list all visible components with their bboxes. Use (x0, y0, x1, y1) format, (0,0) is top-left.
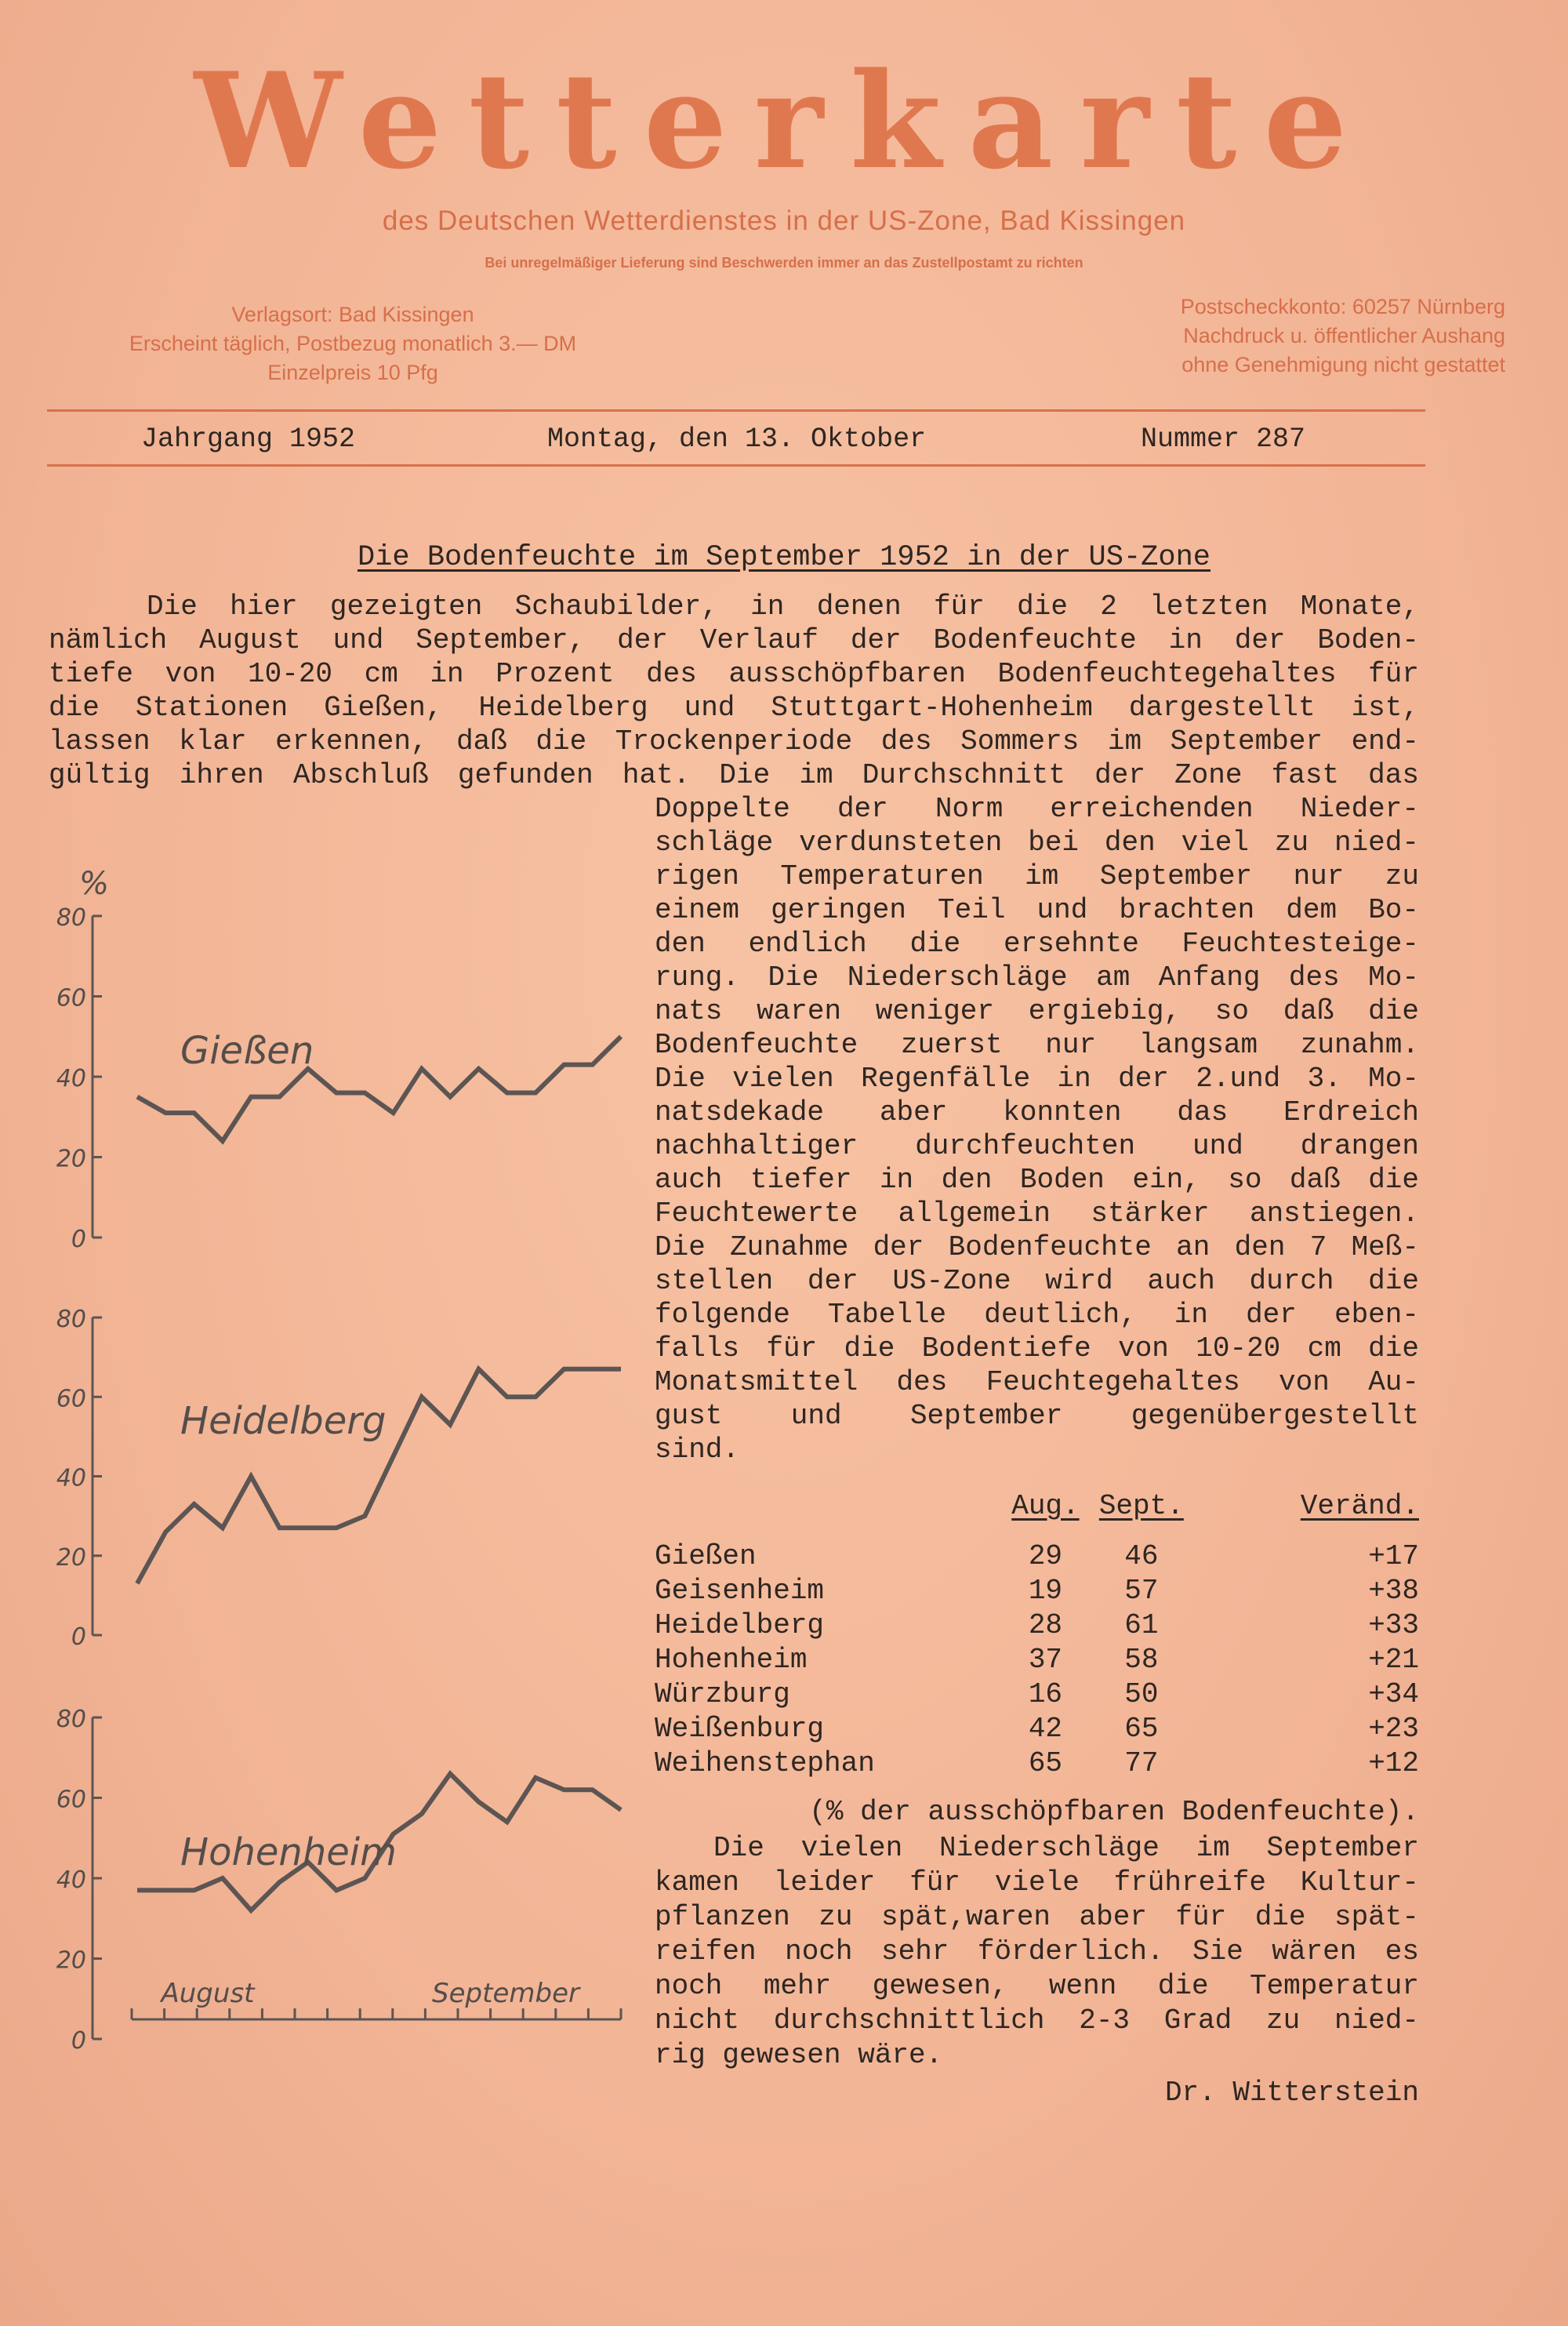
text-line: natsdekade aber konnten das Erdreich (655, 1096, 1419, 1128)
table-row (655, 1642, 1419, 1677)
text-line: nicht durchschnittlich 2-3 Grad zu nied- (655, 2004, 1419, 2037)
publisher-line: Erscheint täglich, Postbezug monatlich 3.— DM (129, 332, 577, 355)
column-header-change: Veränd. (1300, 1489, 1419, 1522)
text-line: noch mehr gewesen, wenn die Temperatur (655, 1970, 1419, 2002)
rights-info (1004, 293, 1505, 380)
text-line: den endlich die ersehnte Feuchtesteige- (655, 928, 1419, 960)
station-name: Weihenstephan (655, 1746, 875, 1779)
y-tick-label: 0 (71, 2027, 86, 2055)
y-tick-label: 40 (56, 1464, 86, 1492)
soil-moisture-charts (31, 847, 635, 2074)
text-line: Die Zunahme der Bodenfeuchte an den 7 Meß- (655, 1231, 1419, 1263)
change-value: +33 (1368, 1608, 1419, 1641)
aug-value: 65 (1028, 1746, 1063, 1779)
sept-value: 65 (1124, 1712, 1159, 1745)
text-line: rig gewesen wäre. (655, 2039, 943, 2071)
text-line: Bodenfeuchte zuerst nur langsam zunahm. (655, 1029, 1419, 1061)
panel-station-label: Heidelberg (180, 1399, 387, 1443)
text-line: nats waren weniger ergiebig, so daß die (655, 995, 1419, 1027)
table-header-row (655, 1488, 1419, 1523)
y-tick-label: 20 (56, 1543, 86, 1572)
y-tick-label: 20 (56, 1145, 86, 1173)
y-tick-label: 60 (56, 984, 86, 1012)
aug-value: 42 (1028, 1712, 1063, 1745)
article-heading: Die Bodenfeuchte im September 1952 in der US-Zone (358, 541, 1210, 574)
text-line: rigen Temperaturen im September nur zu (655, 860, 1419, 892)
text-line: nämlich August und September, der Verlauf der Bodenfeuchte in der Boden- (49, 624, 1419, 656)
x-axis-label: September (432, 1978, 579, 2009)
text-line: pflanzen zu spät,waren aber für die spät- (655, 1901, 1419, 1933)
text-line: falls für die Bodentiefe von 10-20 cm die (655, 1332, 1419, 1365)
column-header-aug: Aug. (1011, 1489, 1080, 1522)
text-line: stellen der US-Zone wird auch durch die (655, 1265, 1419, 1297)
rights-line: ohne Genehmigung nicht gestattet (1181, 353, 1505, 376)
table-row (655, 1539, 1419, 1573)
masthead-title: Wetterkarte (194, 43, 1374, 198)
issue-date: Montag, den 13. Oktober (547, 423, 927, 455)
aug-value: 16 (1028, 1677, 1063, 1710)
article-column (655, 792, 1419, 1466)
publisher-info (63, 300, 643, 387)
publisher-line: Verlagsort: Bad Kissingen (231, 303, 474, 326)
publisher-line: Einzelpreis 10 Pfg (267, 361, 438, 384)
author-signature: Dr. Witterstein (1164, 2077, 1419, 2109)
y-unit-label: % (78, 866, 110, 902)
panel-station-label: Gießen (180, 1029, 314, 1073)
article-closing (655, 1831, 1419, 2073)
change-value: +12 (1368, 1746, 1419, 1779)
aug-value: 29 (1028, 1539, 1063, 1572)
issue-number: Nummer 287 (1141, 423, 1306, 455)
table-row (655, 1608, 1419, 1642)
text-line: tiefe von 10-20 cm in Prozent des ausschöpfbaren Bodenfeuchtegehaltes für (49, 658, 1419, 690)
y-tick-label: 80 (56, 1306, 86, 1333)
x-axis-label: August (161, 1978, 255, 2009)
y-tick-label: 60 (56, 1385, 86, 1413)
change-value: +23 (1368, 1712, 1419, 1745)
change-value: +21 (1368, 1643, 1419, 1676)
text-line: Die vielen Niederschläge im September (713, 1832, 1419, 1864)
sept-value: 77 (1124, 1746, 1159, 1779)
masthead-subtitle: des Deutschen Wetterdienstes in der US-Zone, Bad Kissingen (382, 205, 1186, 236)
text-line: Die vielen Regenfälle in der 2.und 3. Mo- (655, 1063, 1419, 1095)
text-line: kamen leider für viele frühreife Kultur- (655, 1866, 1419, 1899)
table-row (655, 1711, 1419, 1746)
rights-line: Postscheckkonto: 60257 Nürnberg (1180, 295, 1505, 318)
station-name: Geisenheim (655, 1574, 825, 1607)
text-line: Monatsmittel des Feuchtegehaltes von Au- (655, 1366, 1419, 1398)
y-tick-label: 0 (71, 1623, 86, 1651)
header-rule-bottom (47, 464, 1425, 467)
delivery-notice: Bei unregelmäßiger Lieferung sind Beschwerden immer an das Zustellpostamt zu richten (485, 255, 1083, 271)
y-tick-label: 0 (71, 1226, 86, 1253)
aug-value: 37 (1028, 1643, 1063, 1676)
aug-value: 28 (1028, 1608, 1063, 1641)
rights-line: Nachdruck u. öffentlicher Aushang (1183, 324, 1505, 347)
table-row (655, 1573, 1419, 1608)
change-value: +34 (1368, 1677, 1419, 1710)
station-name: Würzburg (655, 1677, 790, 1710)
aug-value: 19 (1028, 1574, 1063, 1607)
y-tick-label: 40 (56, 1866, 86, 1894)
text-line: folgende Tabelle deutlich, in der eben- (655, 1299, 1419, 1331)
header-rule-top (47, 409, 1425, 412)
text-line: auch tiefer in den Boden ein, so daß die (655, 1164, 1419, 1196)
text-line: gust und September gegenübergestellt (655, 1400, 1419, 1432)
station-name: Hohenheim (655, 1643, 808, 1676)
table-row (655, 1746, 1419, 1780)
y-tick-label: 80 (56, 1706, 86, 1733)
text-line: lassen klar erkennen, daß die Trockenperiode des Sommers im September end- (49, 725, 1419, 758)
text-line: schläge verdunsteten bei den viel zu nied- (655, 827, 1419, 859)
issue-volume: Jahrgang 1952 (141, 423, 356, 455)
text-line: rung. Die Niederschläge am Anfang des Mo- (655, 961, 1419, 994)
table-row (655, 1677, 1419, 1711)
panel-station-label: Hohenheim (180, 1830, 397, 1874)
text-line: einem geringen Teil und brachten dem Bo- (655, 894, 1419, 926)
y-tick-label: 20 (56, 1946, 86, 1975)
change-value: +38 (1368, 1574, 1419, 1607)
table-note: (% der ausschöpfbaren Bodenfeuchte). (809, 1796, 1419, 1828)
article-intro (49, 590, 1419, 792)
text-line: gültig ihren Abschluß gefunden hat. Die im Durchschnitt der Zone fast das (49, 759, 1419, 791)
change-value: +17 (1368, 1539, 1419, 1572)
sept-value: 61 (1124, 1608, 1159, 1641)
station-name: Heidelberg (655, 1608, 825, 1641)
sept-value: 46 (1124, 1539, 1159, 1572)
y-tick-label: 60 (56, 1786, 86, 1814)
sept-value: 50 (1124, 1677, 1159, 1710)
chart-svg (31, 847, 635, 2070)
column-header-sept: Sept. (1098, 1489, 1184, 1522)
station-name: Gießen (655, 1539, 757, 1572)
y-tick-label: 40 (56, 1065, 86, 1092)
y-tick-label: 80 (56, 904, 86, 932)
text-line: Die hier gezeigten Schaubilder, in denen für die 2 letzten Monate, (147, 591, 1419, 623)
text-line: Doppelte der Norm erreichenden Nieder- (655, 793, 1419, 825)
text-line: sind. (655, 1434, 740, 1466)
station-name: Weißenburg (655, 1712, 825, 1745)
text-line: die Stationen Gießen, Heidelberg und Stuttgart-Hohenheim dargestellt ist, (49, 692, 1419, 724)
text-line: Feuchtewerte allgemein stärker anstiegen. (655, 1198, 1419, 1230)
text-line: reifen noch sehr förderlich. Sie wären es (655, 1935, 1419, 1968)
text-line: nachhaltiger durchfeuchten und drangen (655, 1130, 1419, 1162)
sept-value: 57 (1124, 1574, 1159, 1607)
moisture-table (655, 1488, 1419, 1780)
sept-value: 58 (1124, 1643, 1159, 1676)
